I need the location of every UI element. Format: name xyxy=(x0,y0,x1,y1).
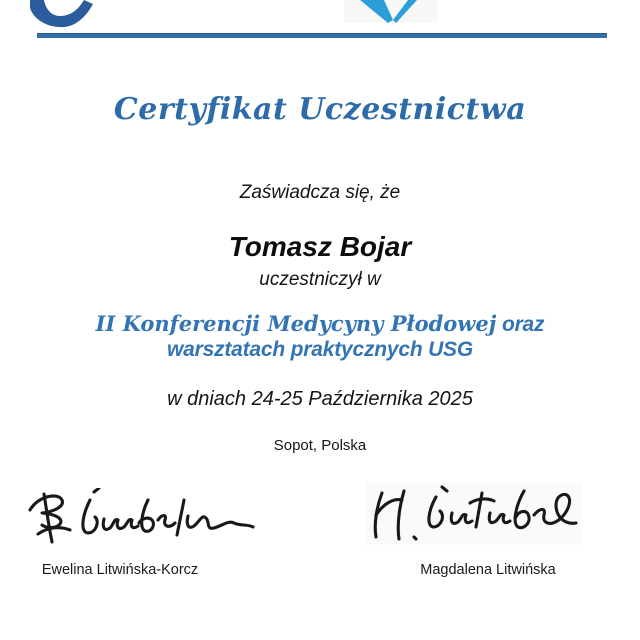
event-title xyxy=(0,311,640,362)
event-title-line1-serif: II Konferencji Medycyny Płodowej xyxy=(95,311,497,336)
left-partner-logo-icon xyxy=(28,0,94,28)
event-title-line2: warsztatach praktycznych USG xyxy=(166,338,474,361)
event-title-line1 xyxy=(0,311,640,337)
signatory-name-right: Magdalena Litwińska xyxy=(420,562,556,578)
participant-name: Tomasz Bojar xyxy=(228,231,412,262)
certificate-statement: Zaświadcza się, że xyxy=(239,182,401,203)
certificate-title: Certyfikat Uczestnictwa xyxy=(113,92,527,127)
signature-ewelina-litwinska-korcz-icon xyxy=(24,488,256,552)
signatory-name-left: Ewelina Litwińska-Korcz xyxy=(41,562,199,578)
event-location: Sopot, Polska xyxy=(273,437,367,454)
right-partner-logo-icon xyxy=(344,0,438,23)
header-divider xyxy=(37,33,607,38)
signature-magdalena-litwinska-icon xyxy=(366,483,582,551)
event-date: w dniach 24-25 Października 2025 xyxy=(167,388,473,410)
participation-text: uczestniczył w xyxy=(259,269,381,290)
event-title-line1-sans: oraz xyxy=(496,313,545,336)
